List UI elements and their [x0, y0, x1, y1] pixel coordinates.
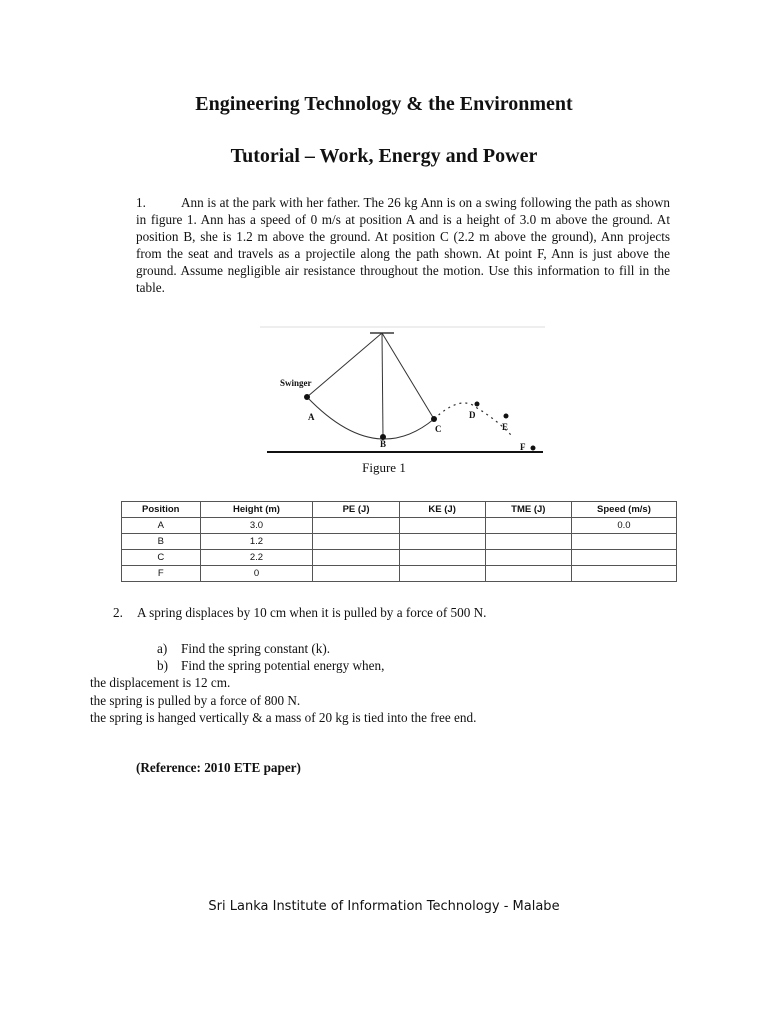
label-d: D: [469, 410, 476, 420]
part-text: Find the spring constant (k).: [181, 641, 331, 656]
table-cell: 3.0: [200, 518, 313, 534]
table-cell: 2.2: [200, 550, 313, 566]
table-cell: 0.0: [571, 518, 676, 534]
table-cell: [313, 566, 399, 582]
case-line: the spring is hanged vertically & a mass of 20 kg is tied into the free end.: [90, 710, 477, 725]
question-2-text: A spring displaces by 10 cm when it is pulled by a force of 500 N.: [137, 605, 487, 620]
question-2-part-b: [157, 658, 384, 674]
figure-caption: Figure 1: [362, 460, 406, 475]
point-a: [304, 394, 310, 400]
table-cell: [571, 534, 676, 550]
case-line: the displacement is 12 cm.: [90, 675, 231, 690]
table-header-cell: Position: [122, 502, 201, 518]
point-c: [431, 416, 437, 422]
document-title: Engineering Technology & the Environment: [195, 93, 573, 115]
label-swinger: Swinger: [280, 378, 312, 388]
table-header-cell: TME (J): [485, 502, 571, 518]
point-e: [504, 414, 509, 419]
label-a: A: [308, 412, 315, 422]
table-cell: [399, 566, 485, 582]
table-cell: [571, 566, 676, 582]
question-1-number: 1.: [136, 195, 146, 210]
table-cell: [313, 534, 399, 550]
table-header-cell: Height (m): [200, 502, 313, 518]
document-subtitle: Tutorial – Work, Energy and Power: [230, 145, 538, 167]
table-cell: [571, 550, 676, 566]
swing-rope-a: [307, 333, 382, 397]
table-row: [122, 518, 677, 534]
label-f: F: [520, 442, 526, 452]
part-label: a): [157, 641, 168, 656]
table-cell: A: [122, 518, 201, 534]
table-cell: [399, 534, 485, 550]
figure-1-diagram: [255, 322, 550, 462]
table-cell: 1.2: [200, 534, 313, 550]
table-cell: [485, 550, 571, 566]
part-text: Find the spring potential energy when,: [181, 658, 385, 673]
point-f: [531, 446, 536, 451]
question-1: [136, 194, 670, 296]
table-cell: B: [122, 534, 201, 550]
table-cell: [485, 566, 571, 582]
table-cell: C: [122, 550, 201, 566]
question-1-text: Ann is at the park with her father. The 26 kg Ann is on a swing following the path as shown in figure 1. Ann has a speed of 0 m/s at position A and is a height of 3.0 m above the ground. At position B, she is 1.2 m above the ground. At position C (2.2 m above the ground), Ann projects from the seat and travels as a projectile along the path shown. At point F, Ann is just above the ground. Assume negligible air resistance throughout the motion. Use this information to fill in the table.: [136, 195, 670, 295]
label-b: B: [380, 439, 387, 449]
table-cell: [399, 518, 485, 534]
table-cell: F: [122, 566, 201, 582]
table-cell: [313, 550, 399, 566]
table-cell: [313, 518, 399, 534]
table-row: [122, 566, 677, 582]
table-cell: 0: [200, 566, 313, 582]
table-row: [122, 550, 677, 566]
table-cell: [485, 534, 571, 550]
case-line: the spring is pulled by a force of 800 N.: [90, 693, 301, 708]
label-c: C: [435, 424, 442, 434]
table-cell: [399, 550, 485, 566]
table-cell: [485, 518, 571, 534]
table-header-cell: KE (J): [399, 502, 485, 518]
page-footer: Sri Lanka Institute of Information Technology - Malabe: [208, 899, 560, 914]
table-header-cell: Speed (m/s): [571, 502, 676, 518]
swing-rope-c: [382, 333, 434, 419]
table-header-row: [122, 502, 677, 518]
swing-arc: [307, 397, 434, 439]
table-row: [122, 534, 677, 550]
swing-rope-b: [382, 333, 383, 437]
label-e: E: [502, 422, 509, 432]
table-header-cell: PE (J): [313, 502, 399, 518]
energy-table: [121, 501, 677, 582]
question-2: [113, 605, 486, 621]
part-label: b): [157, 658, 168, 673]
point-d: [475, 402, 480, 407]
reference-note: (Reference: 2010 ETE paper): [136, 760, 301, 775]
question-2-part-a: [157, 641, 330, 657]
question-2-number: 2.: [113, 605, 123, 620]
